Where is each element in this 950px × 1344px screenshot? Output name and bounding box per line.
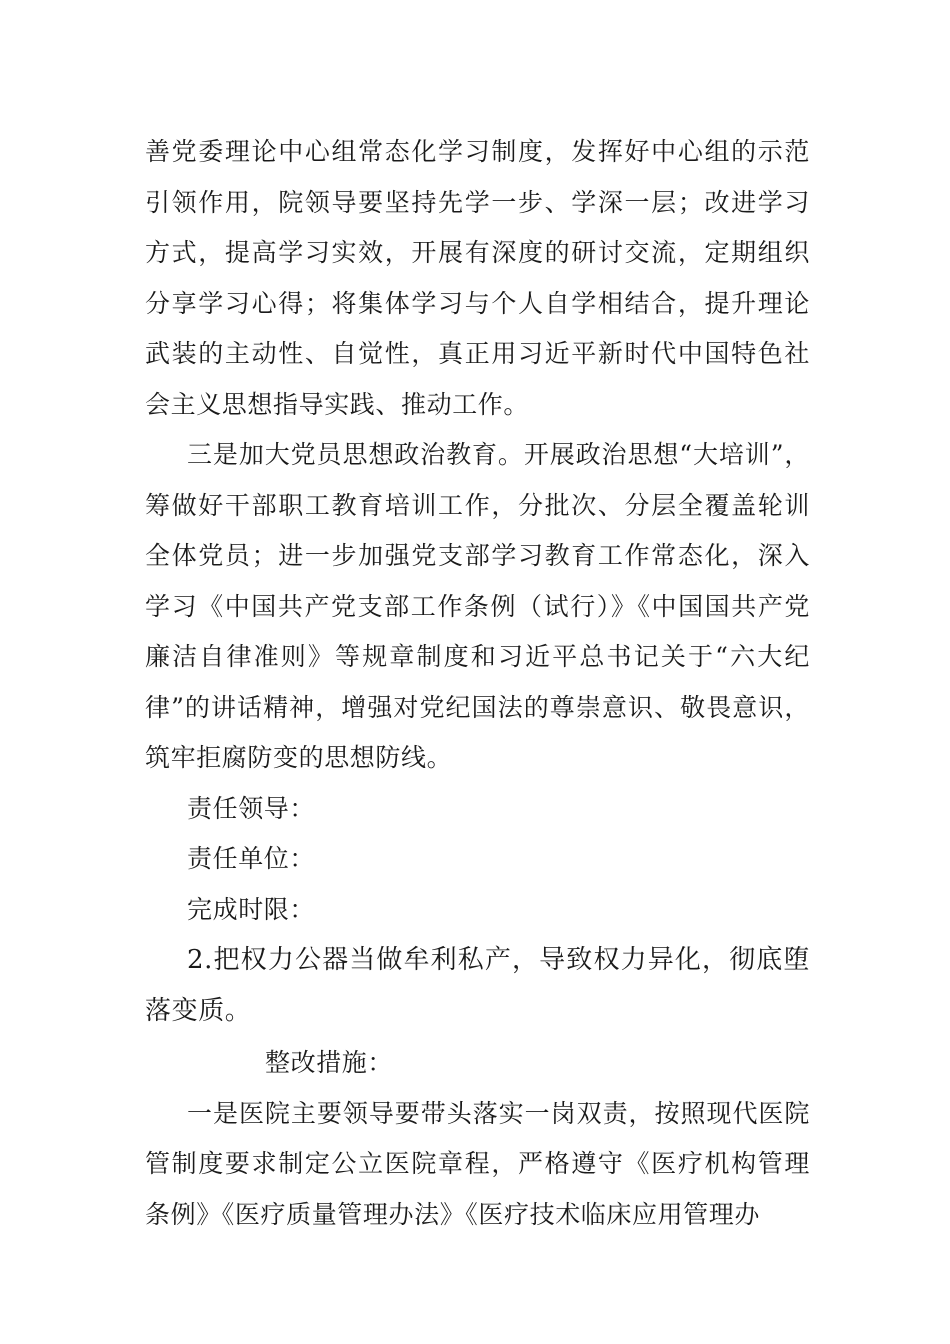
rectification-measures-heading: 整改措施： bbox=[265, 1048, 394, 1077]
paragraph-party-education: 三是加大党员思想政治教育。开展政治思想“大培训”，筹做好干部职工教育培训工作，分批次、分层全覆盖轮训全体党员；进一步加强党支部学习教育工作常态化，深入学习《中国共产党支部工作条例（试行）》《中国国共产党廉洁自律准则》等规章制度和习近平总书记关于“六大纪律”的讲话精神，增强对党纪国法的尊崇意识、敬畏意识，筑牢拒腐防变的思想防线。 bbox=[145, 440, 810, 772]
responsible-leader-label: 责任领导： bbox=[187, 793, 316, 823]
paragraph-study-system: 善党委理论中心组常态化学习制度，发挥好中心组的示范引领作用，院领导要坚持先学一步、学深一层；改进学习方式，提高学习实效，开展有深度的研讨交流，定期组织分享学习心得；将集体学习与个人自学相结合，提升理论武装的主动性、自觉性，真正用习近平新时代中国特色社会主义思想指导实践、推动工作。 bbox=[145, 137, 810, 419]
responsible-unit-label: 责任单位： bbox=[187, 844, 316, 873]
paragraph-hospital-leadership: 一是医院主要领导要带头落实一岗双责，按照现代医院管制度要求制定公立医院章程，严格遵守《医疗机构管理条例》《医疗质量管理办法》《医疗技术临床应用管理办 bbox=[145, 1098, 810, 1229]
deadline-label: 完成时限： bbox=[187, 894, 316, 924]
document-body bbox=[145, 127, 810, 1240]
issue-item-2: 2.把权力公器当做牟利私产，导致权力异化，彻底堕落变质。 bbox=[145, 945, 810, 1026]
